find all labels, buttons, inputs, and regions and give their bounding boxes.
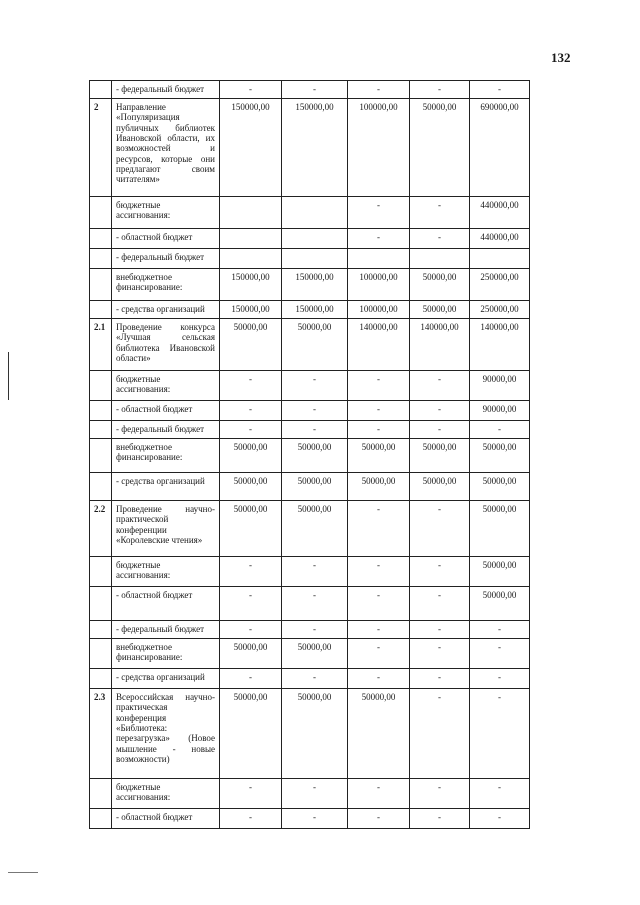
row-name: - федеральный бюджет xyxy=(112,249,220,269)
value-cell: 50000,00 xyxy=(470,501,530,557)
table-row xyxy=(90,639,530,669)
value-cell: 50000,00 xyxy=(410,473,470,501)
table-row xyxy=(90,621,530,639)
row-number: 2.3 xyxy=(90,689,112,779)
value-cell: - xyxy=(282,371,348,401)
value-cell xyxy=(220,229,282,249)
value-cell: - xyxy=(410,421,470,439)
value-cell: - xyxy=(282,557,348,587)
row-number xyxy=(90,439,112,473)
value-cell: 50000,00 xyxy=(410,439,470,473)
value-cell: 690000,00 xyxy=(470,99,530,197)
table-row xyxy=(90,229,530,249)
table-row xyxy=(90,809,530,829)
table-row xyxy=(90,689,530,779)
value-cell: 150000,00 xyxy=(282,269,348,301)
value-cell: 140000,00 xyxy=(348,319,410,371)
value-cell xyxy=(282,229,348,249)
value-cell: 50000,00 xyxy=(220,439,282,473)
table-row xyxy=(90,557,530,587)
value-cell: - xyxy=(348,197,410,229)
row-name: - федеральный бюджет xyxy=(112,81,220,99)
value-cell: 50000,00 xyxy=(348,689,410,779)
value-cell: 440000,00 xyxy=(470,197,530,229)
value-cell: 50000,00 xyxy=(282,473,348,501)
table-row xyxy=(90,401,530,421)
row-number xyxy=(90,197,112,229)
value-cell: - xyxy=(220,557,282,587)
value-cell: 150000,00 xyxy=(220,99,282,197)
value-cell: - xyxy=(410,669,470,689)
value-cell: 100000,00 xyxy=(348,99,410,197)
row-name: бюджетные ассигнования: xyxy=(112,371,220,401)
value-cell: 50000,00 xyxy=(220,501,282,557)
value-cell: 50000,00 xyxy=(282,689,348,779)
value-cell: - xyxy=(470,81,530,99)
row-number xyxy=(90,639,112,669)
value-cell: - xyxy=(410,689,470,779)
row-name: Направление «Популяризация публичных библиотек Ивановской области, их возможностей и ресурсов, которые они предлагают своим читателям» xyxy=(112,99,220,197)
table-row xyxy=(90,301,530,319)
row-name: Проведение конкурса «Лучшая сельская библиотека Ивановской области» xyxy=(112,319,220,371)
table-row xyxy=(90,501,530,557)
value-cell: - xyxy=(220,371,282,401)
row-number xyxy=(90,621,112,639)
value-cell: - xyxy=(348,501,410,557)
row-number xyxy=(90,229,112,249)
row-name: - средства организаций xyxy=(112,473,220,501)
value-cell xyxy=(470,249,530,269)
value-cell: - xyxy=(348,639,410,669)
value-cell xyxy=(410,249,470,269)
table-row xyxy=(90,473,530,501)
row-number xyxy=(90,669,112,689)
row-number xyxy=(90,779,112,809)
value-cell: - xyxy=(410,621,470,639)
value-cell: - xyxy=(470,669,530,689)
value-cell: - xyxy=(220,81,282,99)
row-name: - областной бюджет xyxy=(112,587,220,621)
value-cell: 50000,00 xyxy=(470,587,530,621)
value-cell: 50000,00 xyxy=(282,501,348,557)
value-cell: 50000,00 xyxy=(220,319,282,371)
value-cell: - xyxy=(220,587,282,621)
value-cell: 150000,00 xyxy=(220,301,282,319)
value-cell: - xyxy=(282,81,348,99)
table-row xyxy=(90,439,530,473)
value-cell: - xyxy=(220,401,282,421)
value-cell: 50000,00 xyxy=(282,319,348,371)
row-number xyxy=(90,421,112,439)
value-cell: - xyxy=(282,669,348,689)
row-number: 2 xyxy=(90,99,112,197)
value-cell: - xyxy=(348,229,410,249)
table-row xyxy=(90,99,530,197)
row-number xyxy=(90,269,112,301)
value-cell: - xyxy=(282,809,348,829)
value-cell: - xyxy=(348,401,410,421)
value-cell: 100000,00 xyxy=(348,301,410,319)
row-name: - федеральный бюджет xyxy=(112,421,220,439)
value-cell: - xyxy=(470,779,530,809)
value-cell: - xyxy=(470,621,530,639)
table-row xyxy=(90,81,530,99)
table-row xyxy=(90,371,530,401)
row-number xyxy=(90,301,112,319)
row-name: внебюджетное финансирование: xyxy=(112,269,220,301)
row-name: - областной бюджет xyxy=(112,229,220,249)
value-cell: 50000,00 xyxy=(410,301,470,319)
value-cell: - xyxy=(410,557,470,587)
row-name: бюджетные ассигнования: xyxy=(112,557,220,587)
value-cell xyxy=(220,197,282,229)
row-name: внебюджетное финансирование: xyxy=(112,439,220,473)
value-cell: - xyxy=(348,557,410,587)
row-name: Всероссийская научно-практическая конференция «Библиотека: перезагрузка» (Новое мышление - новые возможности) xyxy=(112,689,220,779)
budget-table xyxy=(89,80,530,829)
value-cell xyxy=(348,249,410,269)
value-cell: 50000,00 xyxy=(348,473,410,501)
value-cell: - xyxy=(410,401,470,421)
value-cell: 50000,00 xyxy=(348,439,410,473)
row-number xyxy=(90,371,112,401)
table-row xyxy=(90,197,530,229)
value-cell: 90000,00 xyxy=(470,371,530,401)
value-cell: 50000,00 xyxy=(220,689,282,779)
value-cell: - xyxy=(220,779,282,809)
value-cell: 100000,00 xyxy=(348,269,410,301)
row-number xyxy=(90,473,112,501)
value-cell: - xyxy=(410,229,470,249)
value-cell: - xyxy=(282,587,348,621)
value-cell: 150000,00 xyxy=(282,99,348,197)
value-cell: - xyxy=(282,621,348,639)
value-cell: - xyxy=(410,371,470,401)
row-number xyxy=(90,81,112,99)
value-cell: - xyxy=(348,421,410,439)
value-cell: - xyxy=(410,587,470,621)
value-cell: - xyxy=(348,621,410,639)
value-cell: 50000,00 xyxy=(470,473,530,501)
value-cell: - xyxy=(470,421,530,439)
value-cell: 50000,00 xyxy=(410,99,470,197)
value-cell: - xyxy=(220,621,282,639)
value-cell: - xyxy=(410,809,470,829)
value-cell: - xyxy=(348,669,410,689)
value-cell: - xyxy=(410,501,470,557)
value-cell: 90000,00 xyxy=(470,401,530,421)
value-cell: - xyxy=(410,81,470,99)
value-cell: 150000,00 xyxy=(220,269,282,301)
value-cell: 50000,00 xyxy=(470,557,530,587)
value-cell: - xyxy=(410,779,470,809)
value-cell: - xyxy=(470,689,530,779)
value-cell: - xyxy=(282,421,348,439)
table-row xyxy=(90,269,530,301)
table-row xyxy=(90,319,530,371)
row-name: бюджетные ассигнования: xyxy=(112,197,220,229)
margin-mark xyxy=(8,352,9,400)
row-name: - средства организаций xyxy=(112,669,220,689)
table-row xyxy=(90,669,530,689)
value-cell: - xyxy=(470,809,530,829)
row-number xyxy=(90,249,112,269)
row-number xyxy=(90,809,112,829)
row-name: Проведение научно-практической конференции «Королевские чтения» xyxy=(112,501,220,557)
value-cell: 250000,00 xyxy=(470,301,530,319)
row-name: внебюджетное финансирование: xyxy=(112,639,220,669)
value-cell: - xyxy=(220,421,282,439)
row-number: 2.1 xyxy=(90,319,112,371)
value-cell: 250000,00 xyxy=(470,269,530,301)
value-cell xyxy=(282,197,348,229)
row-name: - областной бюджет xyxy=(112,809,220,829)
row-name: бюджетные ассигнования: xyxy=(112,779,220,809)
value-cell: 140000,00 xyxy=(410,319,470,371)
value-cell: - xyxy=(348,81,410,99)
value-cell: - xyxy=(348,587,410,621)
table-row xyxy=(90,421,530,439)
value-cell: - xyxy=(348,371,410,401)
value-cell: - xyxy=(348,809,410,829)
margin-underline xyxy=(8,872,38,873)
row-name: - средства организаций xyxy=(112,301,220,319)
value-cell: - xyxy=(470,639,530,669)
row-name: - федеральный бюджет xyxy=(112,621,220,639)
value-cell: 50000,00 xyxy=(220,639,282,669)
row-number xyxy=(90,557,112,587)
row-name: - областной бюджет xyxy=(112,401,220,421)
value-cell: - xyxy=(282,401,348,421)
value-cell: 50000,00 xyxy=(470,439,530,473)
value-cell: 50000,00 xyxy=(220,473,282,501)
value-cell: 50000,00 xyxy=(410,269,470,301)
page-number: 132 xyxy=(551,50,571,65)
value-cell: 50000,00 xyxy=(282,639,348,669)
value-cell: - xyxy=(220,669,282,689)
value-cell: - xyxy=(282,779,348,809)
value-cell: 140000,00 xyxy=(470,319,530,371)
table-row xyxy=(90,587,530,621)
value-cell xyxy=(282,249,348,269)
row-number: 2.2 xyxy=(90,501,112,557)
value-cell: - xyxy=(348,779,410,809)
value-cell: 150000,00 xyxy=(282,301,348,319)
value-cell: 440000,00 xyxy=(470,229,530,249)
row-number xyxy=(90,587,112,621)
table-row xyxy=(90,779,530,809)
value-cell: - xyxy=(410,197,470,229)
value-cell xyxy=(220,249,282,269)
value-cell: - xyxy=(410,639,470,669)
row-number xyxy=(90,401,112,421)
value-cell: 50000,00 xyxy=(282,439,348,473)
table-row xyxy=(90,249,530,269)
value-cell: - xyxy=(220,809,282,829)
